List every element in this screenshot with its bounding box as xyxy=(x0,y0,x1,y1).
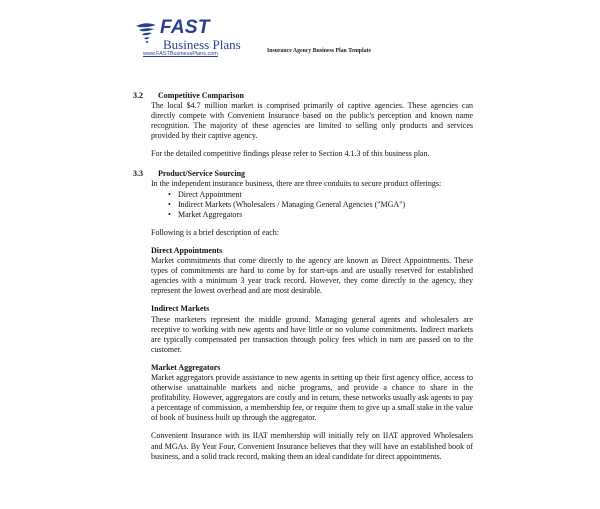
logo-brand-sub: Business Plans xyxy=(163,37,241,52)
list-item: • Direct Appointment xyxy=(178,190,473,200)
paragraph: The local $4.7 million market is comprised primarily of captive agencies. These agencies can directly compete with Convenient Insurance based on the public's perception and known name recognition. The majority of these agencies are limited to selling only products and services provided by their captive agency. xyxy=(151,101,473,141)
section-number: 3.2 xyxy=(133,91,143,100)
paragraph: In the independent insurance business, there are three conduits to secure product offerings: xyxy=(151,179,442,189)
tornado-logo-icon xyxy=(133,20,159,46)
list-item: • Indirect Markets (Wholesalers / Managing General Agencies ("MGA") xyxy=(178,200,473,210)
section-title: Competitive Comparison xyxy=(158,91,244,100)
document-body xyxy=(133,91,473,462)
subsection-title: Market Aggregators xyxy=(151,362,221,372)
subsection-title: Direct Appointments xyxy=(151,245,223,255)
section-title: Product/Service Sourcing xyxy=(158,169,246,179)
paragraph: Following is a brief description of each: xyxy=(151,227,279,237)
list-item: • Market Aggregators xyxy=(178,210,473,220)
section-heading xyxy=(133,169,473,179)
company-logo xyxy=(133,18,243,60)
logo-url-link[interactable]: www.FASTBusinessPlans.com xyxy=(143,51,218,57)
paragraph: Market aggregators provide assistance to new agents in setting up their first agency office, access to otherwise unattainable markets and niche programs, and provide a chance to share in the profitability. However, aggregators are costly and in return, these networks usually ask agents to pay a percentage of commission, a membership fee, or require them to give up a small stake in the value of book of business built up through the aggregator. xyxy=(151,372,473,423)
paragraph: Market commitments that come directly to the agency are known as Direct Appointments. These types of commitments are hard to come by for start-ups and are usually reserved for established agencies with a minimum 3 year track record. However, they come directly to the agency, they represent the lowest overhead and are most desirable. xyxy=(151,256,473,296)
logo-brand-main: FAST xyxy=(160,17,210,38)
bullet-list xyxy=(151,190,473,220)
paragraph: These marketers represent the middle ground. Managing general agents and wholesalers are receptive to working with new agents and have little or no volume commitments. Indirect markets are typically compensated per transaction through policy fees which in turn are passed on to the customer. xyxy=(151,314,473,354)
paragraph: For the detailed competitive findings please refer to Section 4.1.3 of this business plan. xyxy=(151,149,430,159)
paragraph: Convenient Insurance with its IIAT membership will initially rely on IIAT approved Wholesalers and MGAs. By Year Four, Convenient Insurance believes that they will have an established book of business, and a solid track record, making them an ideal candidate for direct appointments. xyxy=(151,431,473,461)
section-heading xyxy=(133,91,473,101)
document-header-title: Insurance Agency Business Plan Template xyxy=(267,48,372,54)
subsection-title: Indirect Markets xyxy=(151,304,210,314)
section-number: 3.3 xyxy=(133,169,143,179)
